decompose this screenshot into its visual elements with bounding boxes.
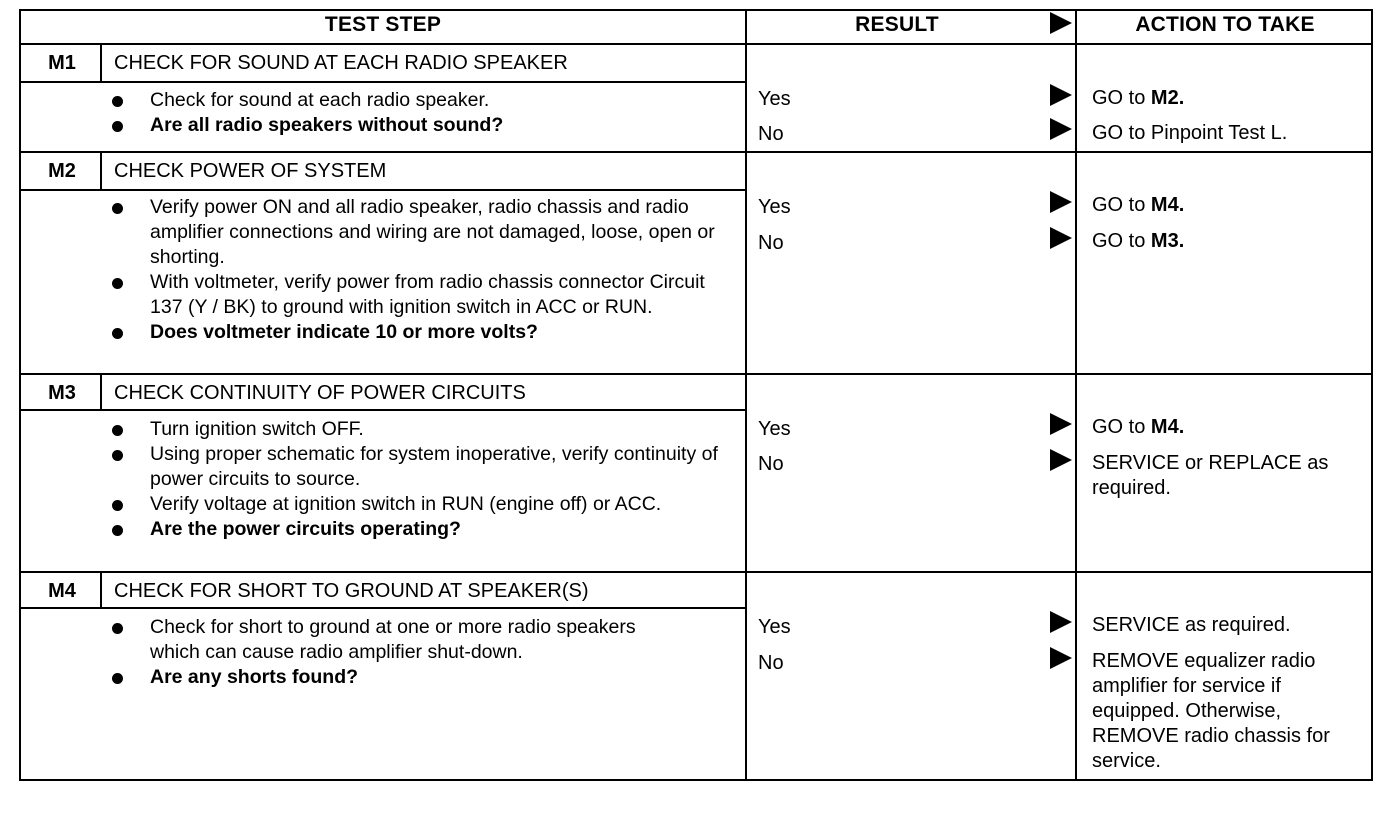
divider xyxy=(19,607,746,609)
bullet-icon xyxy=(112,96,123,107)
result-yes: Yes xyxy=(758,616,791,638)
step-bullets xyxy=(108,88,728,138)
result-no: No xyxy=(758,123,784,145)
divider xyxy=(19,151,1373,153)
action-text: GO to M3. xyxy=(1092,230,1185,252)
divider xyxy=(19,373,1373,375)
bullet-question: Are all radio speakers without sound? xyxy=(108,113,728,138)
bullet-icon xyxy=(112,673,123,684)
result-yes: Yes xyxy=(758,88,791,110)
bullet-item: Check for short to ground at one or more radio speakers which can cause radio amplifier shut-down. xyxy=(108,615,668,665)
divider xyxy=(19,409,746,411)
step-bullets xyxy=(108,195,718,345)
action-text: GO to M4. xyxy=(1092,416,1185,438)
arrow-icon xyxy=(1050,647,1072,669)
bullet-icon xyxy=(112,278,123,289)
result-no: No xyxy=(758,652,784,674)
action-text: REMOVE equalizer radio amplifier for service if equipped. Otherwise, REMOVE radio chassis for service. xyxy=(1092,650,1330,772)
bullet-item: Verify power ON and all radio speaker, radio chassis and radio amplifier connections and wiring are not damaged, loose, open or shorting. xyxy=(108,195,718,270)
arrow-icon xyxy=(1050,611,1072,633)
bullet-icon xyxy=(112,121,123,132)
action-text: SERVICE or REPLACE as required. xyxy=(1092,452,1329,499)
bullet-icon xyxy=(112,328,123,339)
bullet-item: With voltmeter, verify power from radio chassis connector Circuit 137 (Y / BK) to ground with ignition switch in ACC or RUN. xyxy=(108,270,718,320)
step-id: M1 xyxy=(48,52,76,74)
result-yes: Yes xyxy=(758,418,791,440)
bullet-question: Are any shorts found? xyxy=(108,665,668,690)
result-no: No xyxy=(758,453,784,475)
arrow-icon xyxy=(1050,413,1072,435)
step-title: CHECK FOR SHORT TO GROUND AT SPEAKER(S) xyxy=(114,580,589,602)
bullet-icon xyxy=(112,425,123,436)
arrow-icon xyxy=(1050,449,1072,471)
action-text: GO to M4. xyxy=(1092,194,1185,216)
arrow-icon xyxy=(1050,191,1072,213)
bullet-item: Check for sound at each radio speaker. xyxy=(108,88,728,113)
divider xyxy=(1075,9,1077,781)
result-yes: Yes xyxy=(758,196,791,218)
bullet-item: Turn ignition switch OFF. xyxy=(108,417,718,442)
bullet-question: Does voltmeter indicate 10 or more volts? xyxy=(108,320,718,345)
divider xyxy=(19,81,746,83)
divider xyxy=(745,9,747,781)
bullet-item: Using proper schematic for system inoperative, verify continuity of power circuits to source. xyxy=(108,442,718,492)
bullet-icon xyxy=(112,203,123,214)
header-action: ACTION TO TAKE xyxy=(1135,13,1315,36)
step-id: M2 xyxy=(48,160,76,182)
step-title: CHECK CONTINUITY OF POWER CIRCUITS xyxy=(114,382,526,404)
step-title: CHECK FOR SOUND AT EACH RADIO SPEAKER xyxy=(114,52,568,74)
bullet-item: Verify voltage at ignition switch in RUN (engine off) or ACC. xyxy=(108,492,718,517)
bullet-icon xyxy=(112,525,123,536)
arrow-icon xyxy=(1050,118,1072,140)
header-test-step: TEST STEP xyxy=(324,13,442,36)
divider xyxy=(19,571,1373,573)
action-text: GO to Pinpoint Test L. xyxy=(1092,122,1288,144)
action-text: SERVICE as required. xyxy=(1092,614,1291,636)
arrow-icon xyxy=(1050,84,1072,106)
step-title: CHECK POWER OF SYSTEM xyxy=(114,160,387,182)
arrow-icon xyxy=(1050,227,1072,249)
step-bullets xyxy=(108,615,668,690)
step-bullets xyxy=(108,417,718,542)
bullet-icon xyxy=(112,450,123,461)
bullet-icon xyxy=(112,500,123,511)
bullet-question: Are the power circuits operating? xyxy=(108,517,718,542)
header-result: RESULT xyxy=(855,13,939,36)
divider xyxy=(19,189,746,191)
bullet-icon xyxy=(112,623,123,634)
step-id: M4 xyxy=(48,580,76,602)
result-no: No xyxy=(758,232,784,254)
step-id: M3 xyxy=(48,382,76,404)
action-text: GO to M2. xyxy=(1092,87,1185,109)
header-arrow-icon xyxy=(1050,12,1072,34)
divider xyxy=(19,43,1373,45)
